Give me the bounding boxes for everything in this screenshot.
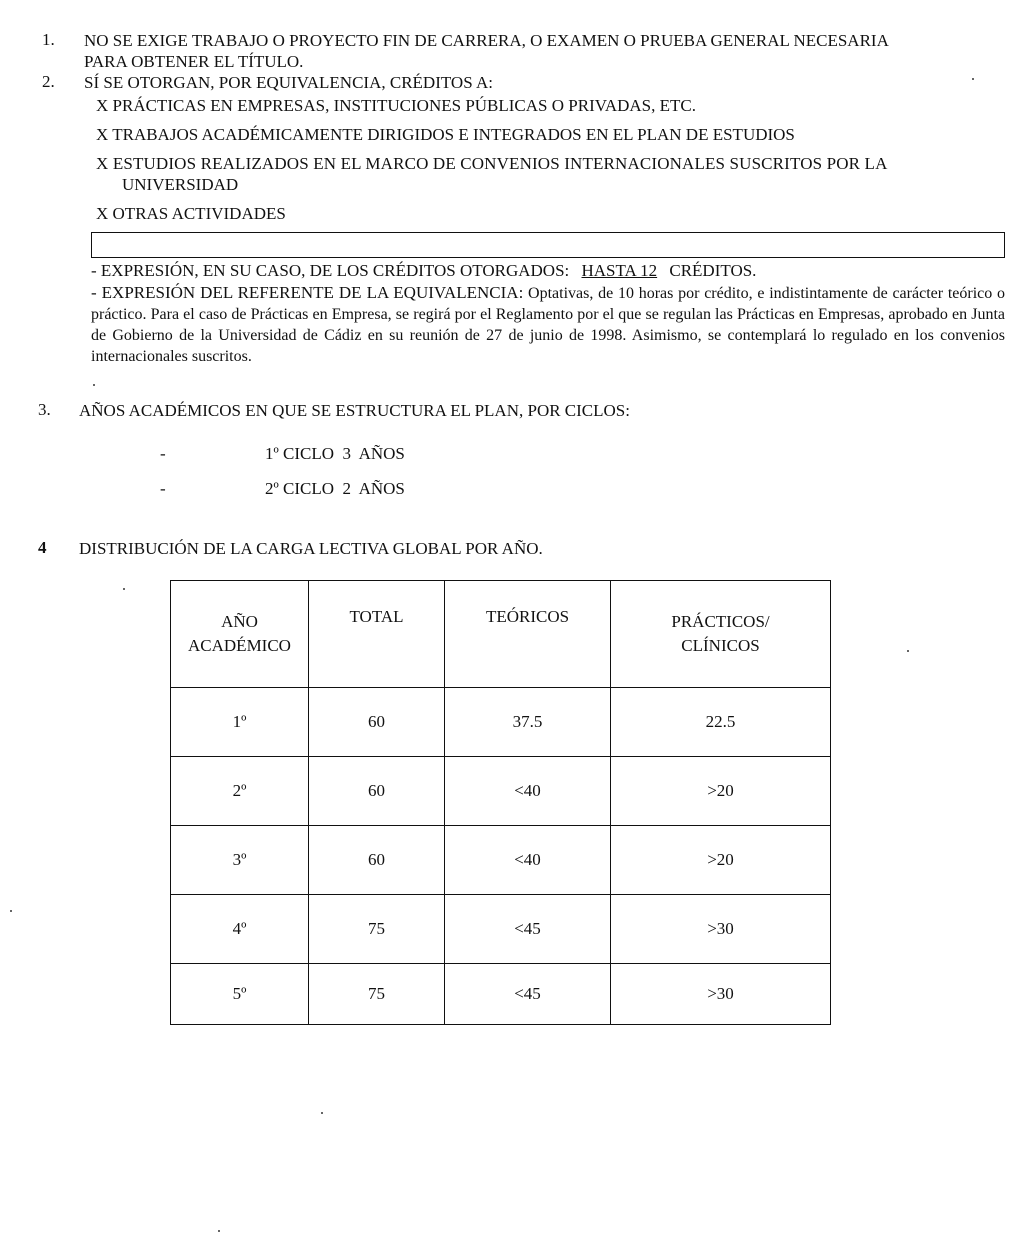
table-row [171, 964, 831, 1025]
section-4-heading: DISTRIBUCIÓN DE LA CARGA LECTIVA GLOBAL POR AÑO. [79, 539, 543, 558]
scan-speck [93, 384, 95, 386]
creditos-value: HASTA 12 [581, 261, 658, 280]
cell-ano: 5º [171, 964, 309, 1025]
scan-speck [321, 1112, 323, 1114]
cell-teoricos: <45 [445, 964, 611, 1025]
cell-ano: 1º [171, 688, 309, 757]
cycle-2-dash: - [160, 479, 166, 498]
cell-practicos: >20 [611, 826, 831, 895]
cell-teoricos: 37.5 [445, 688, 611, 757]
equivalence-item-estudios-cont: UNIVERSIDAD [122, 175, 239, 194]
header-teoricos: TEÓRICOS [445, 581, 611, 688]
table-row [171, 688, 831, 757]
cycle-1-dash: - [160, 444, 166, 463]
header-total: TOTAL [309, 581, 445, 688]
cell-ano: 4º [171, 895, 309, 964]
cell-teoricos: <40 [445, 757, 611, 826]
scan-speck [123, 588, 125, 590]
cell-total: 75 [309, 964, 445, 1025]
section-1-text-line1: NO SE EXIGE TRABAJO O PROYECTO FIN DE CARRERA, O EXAMEN O PRUEBA GENERAL NECESARIA [84, 31, 889, 50]
table-row [171, 895, 831, 964]
referente-paragraph [91, 282, 1005, 367]
table-row [171, 826, 831, 895]
section-3-heading: AÑOS ACADÉMICOS EN QUE SE ESTRUCTURA EL PLAN, POR CICLOS: [79, 401, 630, 420]
table-row [171, 757, 831, 826]
section-3-number: 3. [38, 400, 51, 419]
creditos-label: - EXPRESIÓN, EN SU CASO, DE LOS CRÉDITOS OTORGADOS: [91, 261, 570, 280]
section-1-number: 1. [42, 30, 55, 49]
cell-ano: 2º [171, 757, 309, 826]
carga-lectiva-table [170, 580, 831, 1025]
cell-total: 60 [309, 757, 445, 826]
cell-practicos: >20 [611, 757, 831, 826]
equivalence-item-trabajos: X TRABAJOS ACADÉMICAMENTE DIRIGIDOS E INTEGRADOS EN EL PLAN DE ESTUDIOS [96, 125, 795, 144]
cycle-1-text: 1º CICLO 3 AÑOS [265, 444, 405, 463]
section-1-text-line2: PARA OBTENER EL TÍTULO. [84, 52, 304, 71]
cell-total: 75 [309, 895, 445, 964]
equivalence-item-otras: X OTRAS ACTIVIDADES [96, 204, 286, 223]
cell-practicos: 22.5 [611, 688, 831, 757]
scan-speck [10, 910, 12, 912]
cell-total: 60 [309, 826, 445, 895]
cycle-2-text: 2º CICLO 2 AÑOS [265, 479, 405, 498]
cell-teoricos: <45 [445, 895, 611, 964]
referente-label: - EXPRESIÓN DEL REFERENTE DE LA EQUIVALENCIA: [91, 283, 524, 302]
creditos-suffix: CRÉDITOS. [669, 261, 757, 280]
table-header-row [171, 581, 831, 688]
section-2-heading: SÍ SE OTORGAN, POR EQUIVALENCIA, CRÉDITOS A: [84, 73, 493, 92]
scan-speck [972, 78, 974, 80]
creditos-line [91, 260, 756, 281]
header-ano-academico: AÑO ACADÉMICO [171, 581, 309, 688]
cell-ano: 3º [171, 826, 309, 895]
cell-practicos: >30 [611, 895, 831, 964]
cell-total: 60 [309, 688, 445, 757]
cell-teoricos: <40 [445, 826, 611, 895]
section-2-number: 2. [42, 72, 55, 91]
scan-speck [218, 1230, 220, 1232]
header-practicos-clinicos: PRÁCTICOS/ CLÍNICOS [611, 581, 831, 688]
cell-practicos: >30 [611, 964, 831, 1025]
section-4-number: 4 [38, 538, 47, 557]
blank-text-box [91, 232, 1005, 258]
scan-speck [907, 650, 909, 652]
referente-text: Optativas, de 10 horas por crédito, e indistintamente de carácter teórico o práctico. Para el caso de Prácticas en Empresa, se regirá por el Reglamento por el que se regulan las Prácticas en Empresas, aprobado en Junta de Gobierno de la Universidad de Cádiz en su reunión de 27 de junio de 1998. Asimismo, se contemplará lo regulado en los convenios internacionales suscritos. [91, 285, 1005, 365]
equivalence-item-estudios: X ESTUDIOS REALIZADOS EN EL MARCO DE CONVENIOS INTERNACIONALES SUSCRITOS POR LA [96, 154, 888, 173]
equivalence-item-practicas: X PRÁCTICAS EN EMPRESAS, INSTITUCIONES PÚBLICAS O PRIVADAS, ETC. [96, 96, 696, 115]
